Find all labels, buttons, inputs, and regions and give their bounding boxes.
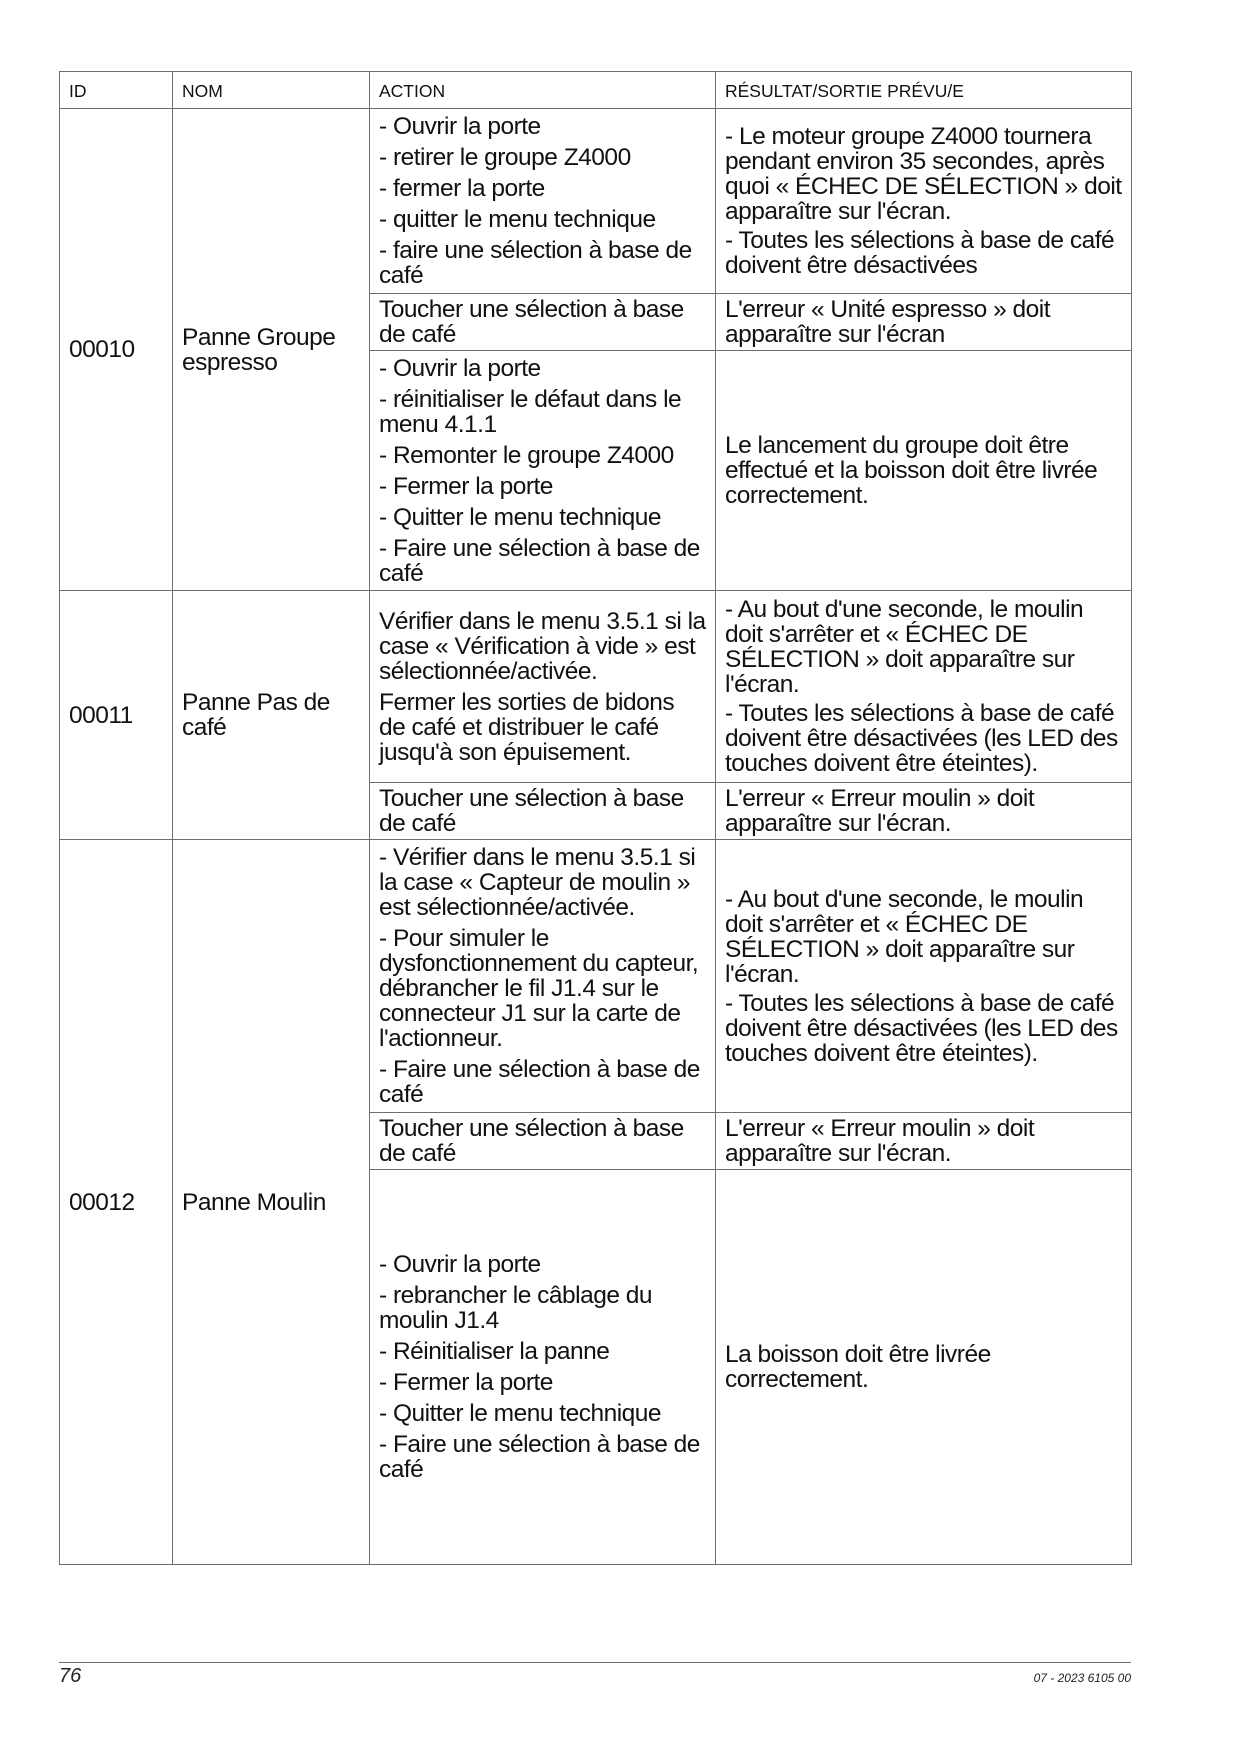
action-cell [370,840,716,1113]
action-line: - retirer le groupe Z4000 [379,144,631,171]
action-line: - réinitialiser le défaut dans le menu 4.1.1 [379,385,682,438]
result-line: - Toutes les sélections à base de café doivent être désactivées (les LED des touches doivent être éteintes). [725,700,1118,777]
action-line: - Ouvrir la porte [379,113,541,140]
result-cell [716,783,1132,840]
action-line: - Remonter le groupe Z4000 [379,441,674,469]
result-line: - Au bout d'une seconde, le moulin doit s'arrêter et « ÉCHEC DE SÉLECTION » doit apparaître sur l'écran. [725,596,1084,698]
result-cell [716,591,1132,783]
action-line: Toucher une sélection à base de café [379,785,684,837]
footer-divider [59,1662,1131,1663]
action-line: - faire une sélection à base de café [379,237,692,289]
action-line: - Vérifier dans le menu 3.5.1 si la case « Capteur de moulin » est sélectionnée/activée. [379,844,696,921]
action-line: - rebrancher le câblage du moulin J1.4 [379,1282,653,1334]
action-line: - Fermer la porte [379,1369,553,1396]
row-id: 00010 [60,109,173,591]
action-line: - Quitter le menu technique [379,503,662,531]
result-line: - Le moteur groupe Z4000 tournera pendant environ 35 secondes, après quoi « ÉCHEC DE SÉLECTION » doit apparaître sur l'écran. [725,123,1122,225]
action-cell [370,294,716,351]
action-line: - Ouvrir la porte [379,354,541,382]
action-cell [370,1113,716,1170]
action-line: - Ouvrir la porte [379,1251,541,1278]
table-row [60,591,1132,783]
test-procedure-table [59,71,1132,1565]
row-id: 00012 [60,840,173,1565]
row-name: Panne Pas de café [173,591,370,840]
table-row [60,840,1132,1113]
action-cell [370,1170,716,1565]
action-line: - Fermer la porte [379,472,553,500]
row-id: 00011 [60,591,173,840]
result-cell [716,1113,1132,1170]
header-action: ACTION [370,72,716,109]
result-line: L'erreur « Unité espresso » doit apparaître sur l'écran [725,296,1051,348]
header-result: RÉSULTAT/SORTIE PRÉVU/E [716,72,1132,109]
result-cell [716,840,1132,1113]
row-name: Panne Moulin [173,840,370,1565]
result-line: La boisson doit être livrée correctement. [725,1341,991,1393]
action-cell [370,783,716,840]
action-line: - Quitter le menu technique [379,1400,662,1427]
result-line: - Toutes les sélections à base de café doivent être désactivées [725,227,1115,279]
header-id: ID [60,72,173,109]
page-number: 76 [59,1665,82,1687]
result-line: - Toutes les sélections à base de café doivent être désactivées (les LED des touches doivent être éteintes). [725,989,1118,1067]
result-line: L'erreur « Erreur moulin » doit apparaître sur l'écran. [725,785,1035,837]
row-name: Panne Groupe espresso [173,109,370,591]
result-line: - Au bout d'une seconde, le moulin doit s'arrêter et « ÉCHEC DE SÉLECTION » doit apparaître sur l'écran. [725,885,1084,988]
table-row [60,109,1132,294]
action-line: - Pour simuler le dysfonctionnement du capteur, débrancher le fil J1.4 sur le connecteur J1 sur la carte de l'actionneur. [379,925,699,1052]
document-reference: 07 - 2023 6105 00 [1033,1671,1131,1685]
table-header-row [60,72,1132,109]
action-line: Fermer les sorties de bidons de café et distribuer le café jusqu'à son épuisement. [379,688,675,766]
result-cell [716,109,1132,294]
action-line: - Faire une sélection à base de café [379,1056,700,1108]
action-line: - Faire une sélection à base de café [379,1431,700,1483]
action-line: - Faire une sélection à base de café [379,534,700,587]
action-line: Toucher une sélection à base de café [379,296,684,348]
header-name: NOM [173,72,370,109]
action-line: - Réinitialiser la panne [379,1338,610,1365]
result-cell [716,1170,1132,1565]
action-line: - fermer la porte [379,175,545,202]
result-cell [716,294,1132,351]
action-cell [370,109,716,294]
result-cell [716,351,1132,591]
action-cell [370,591,716,783]
action-cell [370,351,716,591]
action-line: Vérifier dans le menu 3.5.1 si la case « Vérification à vide » est sélectionnée/activée. [379,607,706,685]
action-line: - quitter le menu technique [379,206,656,233]
result-line: L'erreur « Erreur moulin » doit apparaître sur l'écran. [725,1115,1035,1167]
action-line: Toucher une sélection à base de café [379,1115,684,1167]
result-line: Le lancement du groupe doit être effectué et la boisson doit être livrée correctement. [725,432,1098,509]
